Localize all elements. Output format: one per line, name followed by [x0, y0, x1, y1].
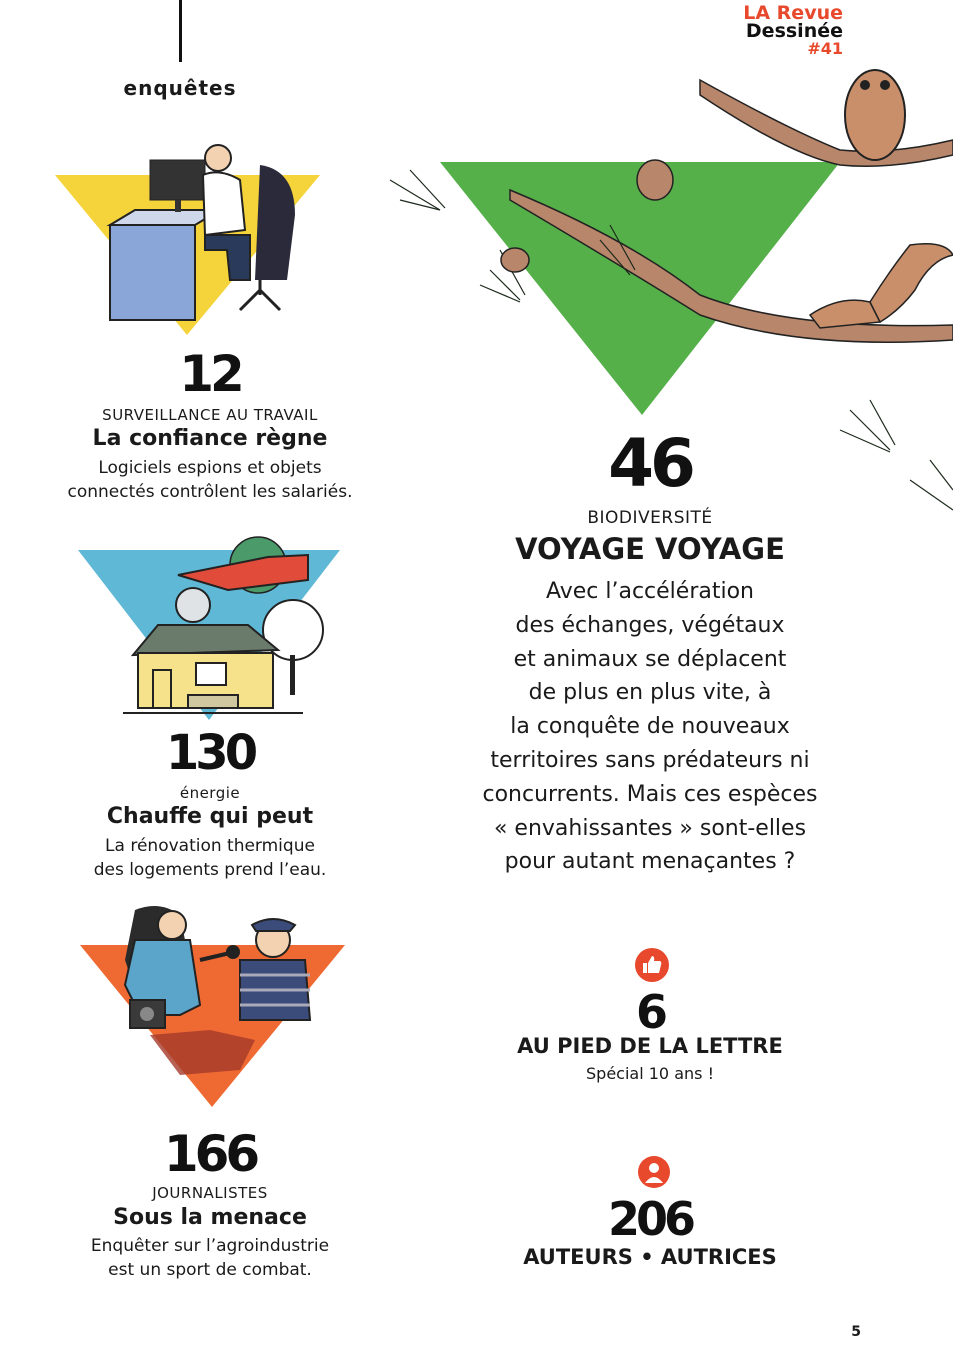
article-page-number: 166 — [163, 1125, 257, 1183]
article-desc-line: est un sport de combat. — [108, 1260, 312, 1280]
article-desc-line: des logements prend l’eau. — [93, 860, 327, 880]
extra-desc: Spécial 10 ans ! — [586, 1064, 714, 1083]
page-number: 5 — [851, 1324, 861, 1340]
extra-title: AUTEURS • AUTRICES — [523, 1245, 777, 1269]
feature-line: de plus en plus vite, à — [528, 680, 772, 706]
extra-page-number: 6 — [635, 985, 664, 1039]
article-desc-line: La rénovation thermique — [105, 836, 315, 856]
brand-line-2: Dessinée — [745, 20, 843, 42]
article-rubric: SURVEILLANCE AU TRAVAIL — [102, 406, 318, 424]
feature-line: et animaux se déplacent — [513, 646, 787, 672]
feature-line: la conquête de nouveaux — [510, 714, 790, 740]
office-illustration — [55, 140, 320, 335]
article-desc-line: Logiciels espions et objets — [98, 458, 322, 478]
feature-line: « envahissantes » sont-elles — [493, 815, 807, 841]
feature-line: concurrents. Mais ces espèces — [482, 781, 818, 807]
section-label: enquêtes — [123, 76, 237, 100]
feature-line: pour autant menaçantes ? — [504, 849, 796, 875]
extra-title: AU PIED DE LA LETTRE — [517, 1034, 783, 1058]
feature-line: territoires sans prédateurs ni — [490, 747, 810, 773]
article-desc-line: Enquêter sur l’agroindustrie — [90, 1236, 330, 1256]
article-page-number: 130 — [165, 725, 255, 781]
brand-issue: #41 — [807, 39, 843, 58]
top-rule — [179, 0, 182, 62]
feature-rubric: BIODIVERSITÉ — [587, 508, 713, 528]
brand-line-1: LA Revue — [743, 2, 843, 24]
feature-title: VOYAGE VOYAGE — [515, 532, 785, 566]
article-title: Chauffe qui peut — [106, 804, 314, 829]
feature-line: Avec l’accélération — [545, 579, 755, 604]
article-page-number: 12 — [179, 345, 241, 403]
person-icon — [637, 1155, 671, 1189]
feature-body — [460, 575, 840, 879]
thumbs-up-icon — [634, 947, 670, 983]
article-title: La confiance règne — [92, 426, 328, 451]
extra-page-number: 206 — [607, 1192, 693, 1246]
article-desc-line: connectés contrôlent les salariés. — [67, 482, 353, 502]
feature-page-number: 46 — [608, 425, 692, 502]
article-rubric: énergie — [179, 784, 241, 802]
feature-line: des échanges, végétaux — [515, 612, 785, 638]
article-title: Sous la menace — [113, 1205, 307, 1230]
house-illustration — [78, 535, 340, 720]
journalist-illustration — [80, 895, 345, 1110]
article-rubric: JOURNALISTES — [152, 1184, 268, 1202]
